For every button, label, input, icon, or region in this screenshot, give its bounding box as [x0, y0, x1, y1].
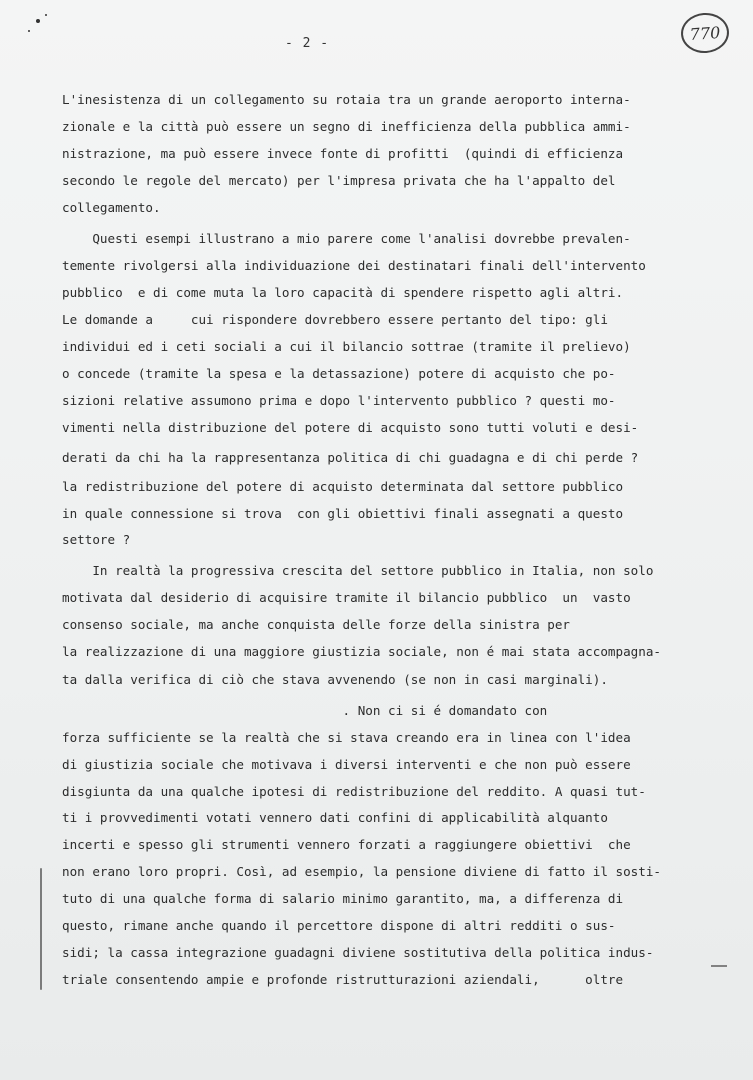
ink-speck — [36, 19, 40, 23]
text-line: vimenti nella distribuzione del potere di acquisto sono tutti voluti e desi- — [62, 420, 639, 435]
margin-annotation-dash — [711, 965, 727, 967]
archive-stamp: 770 — [680, 11, 731, 54]
text-line: o concede (tramite la spesa e la detassazione) potere di acquisto che po- — [62, 366, 616, 381]
text-line: Questi esempi illustrano a mio parere come l'analisi dovrebbe prevalen- — [62, 231, 631, 246]
text-line: . Non ci si é domandato con — [62, 703, 548, 718]
text-line: sidi; la cassa integrazione guadagni diviene sostitutiva della politica indus- — [62, 945, 654, 960]
text-line: sizioni relative assumono prima e dopo l'intervento pubblico ? questi mo- — [62, 393, 616, 408]
text-line: secondo le regole del mercato) per l'impresa privata che ha l'appalto del — [62, 173, 616, 188]
text-line: pubblico e di come muta la loro capacità di spendere rispetto agli altri. — [62, 285, 624, 300]
margin-annotation-line — [40, 868, 42, 990]
text-line: zionale e la città può essere un segno di inefficienza della pubblica ammi- — [62, 119, 631, 134]
text-line: temente rivolgersi alla individuazione dei destinatari finali dell'intervento — [62, 258, 646, 273]
text-line: forza sufficiente se la realtà che si stava creando era in linea con l'idea — [62, 730, 631, 745]
text-line: nistrazione, ma può essere invece fonte di profitti (quindi di efficienza — [62, 146, 624, 161]
text-line: consenso sociale, ma anche conquista delle forze della sinistra per — [62, 617, 570, 632]
page-number: - 2 - — [285, 36, 330, 51]
text-line: ti i provvedimenti votati vennero dati confini di applicabilità alquanto — [62, 810, 608, 825]
text-line: non erano loro propri. Così, ad esempio, la pensione diviene di fatto il sosti- — [62, 864, 661, 879]
text-line: tuto di una qualche forma di salario minimo garantito, ma, a differenza di — [62, 891, 624, 906]
text-line: la realizzazione di una maggiore giustizia sociale, non é mai stata accompagna- — [62, 644, 661, 659]
text-line: triale consentendo ampie e profonde ristrutturazioni aziendali, oltre — [62, 972, 624, 987]
text-line: in quale connessione si trova con gli obiettivi finali assegnati a questo — [62, 506, 624, 521]
text-line: la redistribuzione del potere di acquisto determinata dal settore pubblico — [62, 479, 624, 494]
text-line: questo, rimane anche quando il percettore dispone di altri redditi o sus- — [62, 918, 616, 933]
text-line: derati da chi ha la rappresentanza politica di chi guadagna e di chi perde ? — [62, 450, 639, 465]
text-line: Le domande a cui rispondere dovrebbero essere pertanto del tipo: gli — [62, 312, 608, 327]
text-line: incerti e spesso gli strumenti vennero forzati a raggiungere obiettivi che — [62, 837, 631, 852]
text-line: individui ed i ceti sociali a cui il bilancio sottrae (tramite il prelievo) — [62, 339, 631, 354]
text-line: di giustizia sociale che motivava i diversi interventi e che non può essere — [62, 757, 631, 772]
text-line: ta dalla verifica di ciò che stava avvenendo (se non in casi marginali). — [62, 672, 608, 687]
text-line: L'inesistenza di un collegamento su rotaia tra un grande aeroporto interna- — [62, 92, 631, 107]
text-line: motivata dal desiderio di acquisire tramite il bilancio pubblico un vasto — [62, 590, 631, 605]
text-line: collegamento. — [62, 200, 161, 215]
text-line: disgiunta da una qualche ipotesi di redistribuzione del reddito. A quasi tut- — [62, 784, 646, 799]
ink-speck — [28, 30, 30, 32]
text-line: In realtà la progressiva crescita del settore pubblico in Italia, non solo — [62, 563, 654, 578]
text-line: settore ? — [62, 532, 131, 547]
ink-speck — [45, 14, 47, 16]
